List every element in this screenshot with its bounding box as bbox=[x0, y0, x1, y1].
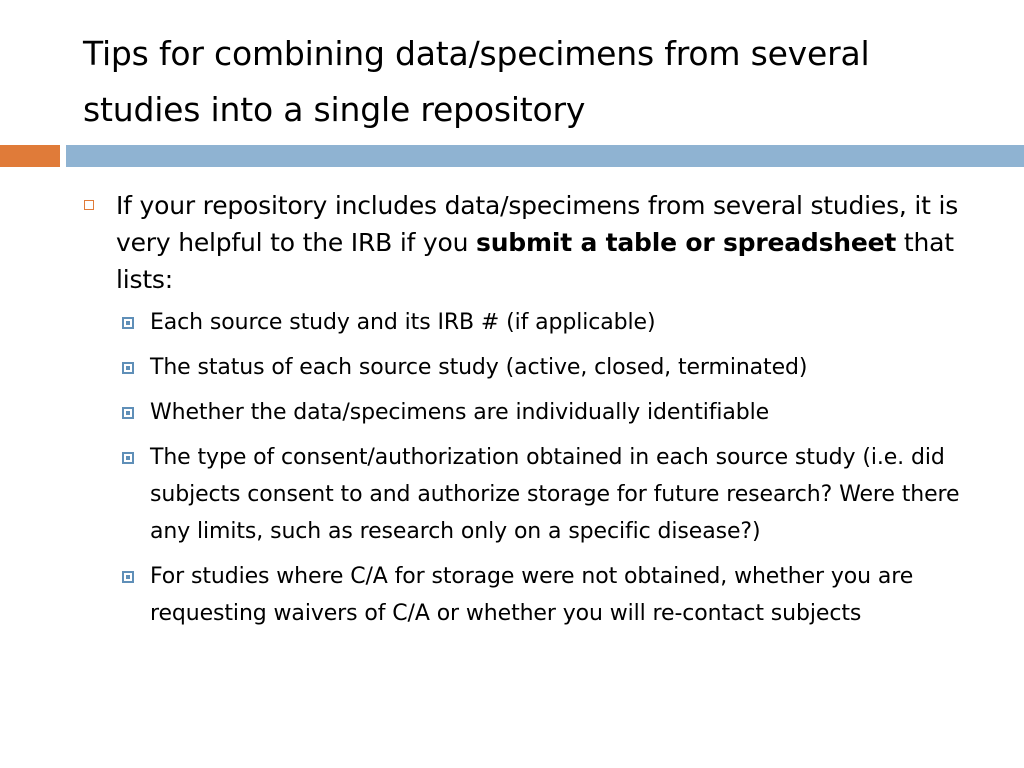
slide-content bbox=[84, 187, 984, 640]
slide-title: Tips for combining data/specimens from several studies into a single repository bbox=[83, 34, 870, 129]
sub-bullet-item bbox=[120, 304, 970, 341]
sub-bullet-text: The status of each source study (active, closed, terminated) bbox=[150, 355, 808, 380]
accent-bar-orange bbox=[0, 145, 60, 167]
square-bullet-icon bbox=[122, 317, 134, 329]
square-bullet-icon bbox=[122, 362, 134, 374]
sub-bullet-text: The type of consent/authorization obtained in each source study (i.e. did subjects consent to and authorize storage for future research? Were there any limits, such as research only on a specific disease?) bbox=[150, 445, 960, 544]
square-bullet-icon bbox=[122, 571, 134, 583]
square-bullet-icon bbox=[84, 200, 94, 210]
main-point-bold-text: submit a table or spreadsheet bbox=[476, 228, 897, 257]
sub-bullet-list bbox=[84, 304, 984, 632]
sub-bullet-text: Whether the data/specimens are individually identifiable bbox=[150, 400, 770, 425]
sub-bullet-text: For studies where C/A for storage were not obtained, whether you are requesting waivers of C/A or whether you will re-contact subjects bbox=[150, 564, 914, 626]
main-point-text-before: If your repository includes data/specimens from several studies, it is very helpful to the IRB if you bbox=[116, 191, 959, 257]
sub-bullet-item bbox=[120, 349, 970, 386]
square-bullet-icon bbox=[122, 452, 134, 464]
square-bullet-icon bbox=[122, 407, 134, 419]
sub-bullet-item bbox=[120, 394, 970, 431]
sub-bullet-text: Each source study and its IRB # (if applicable) bbox=[150, 310, 656, 335]
main-point-text-after: that lists: bbox=[116, 228, 954, 294]
sub-bullet-item bbox=[120, 558, 970, 632]
sub-bullet-item bbox=[120, 439, 970, 550]
accent-bar-blue bbox=[66, 145, 1024, 167]
main-bullet-point bbox=[84, 187, 984, 298]
